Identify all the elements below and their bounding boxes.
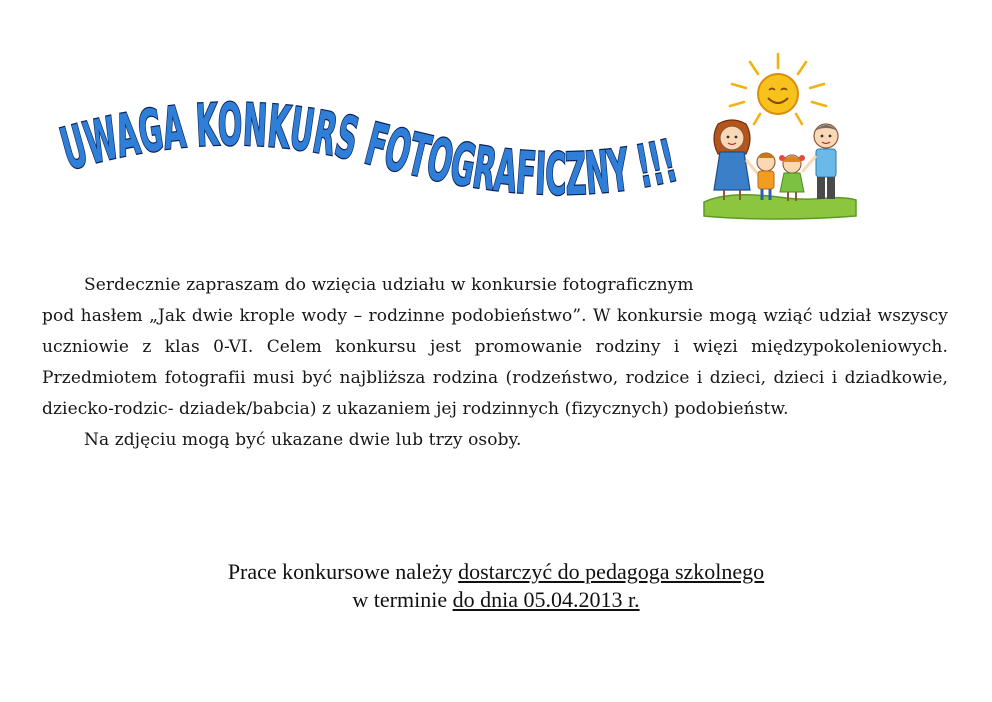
- intro-paragraph: Serdecznie zapraszam do wzięcia udziału w konkursie fotograficznym: [84, 275, 694, 295]
- wordart-title: [53, 89, 702, 230]
- submission-prefix: Prace konkursowe należy: [227, 559, 453, 584]
- father-figure-icon: [802, 124, 838, 199]
- deadline-date: do dnia 05.04.2013 r.: [452, 587, 640, 612]
- photo-persons-paragraph: Na zdjęciu mogą być ukazane dwie lub trzy osoby.: [84, 430, 522, 450]
- submission-line-2: [0, 586, 992, 614]
- header: [0, 0, 992, 240]
- girl-figure-icon: [779, 155, 805, 201]
- submission-line-1: [0, 558, 992, 586]
- title-text: UWAGA KONKURS FOTOGRAFICZNY !!!: [53, 89, 696, 210]
- mother-figure-icon: [714, 120, 758, 200]
- submission-info: [0, 558, 992, 614]
- boy-figure-icon: [757, 153, 775, 200]
- family-sun-icon: [696, 44, 860, 220]
- invitation-text: [42, 270, 948, 456]
- rules-paragraph: pod hasłem „Jak dwie krople wody – rodzinne podobieństwo”. W konkursie mogą wziąć udział wszyscy uczniowie z klas 0-VI. Celem konkursu jest promowanie rodziny i więzi międzypokoleniowych. Przedmiotem fotografii musi być najbliższa rodzina (rodzeństwo, rodzice i dzieci, dzieci i dziadkowie, dziecko-rodzic- dziadek/babcia) z ukazaniem jej rodzinnych (fizycznych) podobieństw.: [42, 306, 948, 419]
- deadline-prefix: w terminie: [352, 587, 448, 612]
- wordart-title-text: [53, 89, 696, 210]
- submission-place: dostarczyć do pedagoga szkolnego: [458, 559, 765, 584]
- sun-icon: [758, 74, 798, 114]
